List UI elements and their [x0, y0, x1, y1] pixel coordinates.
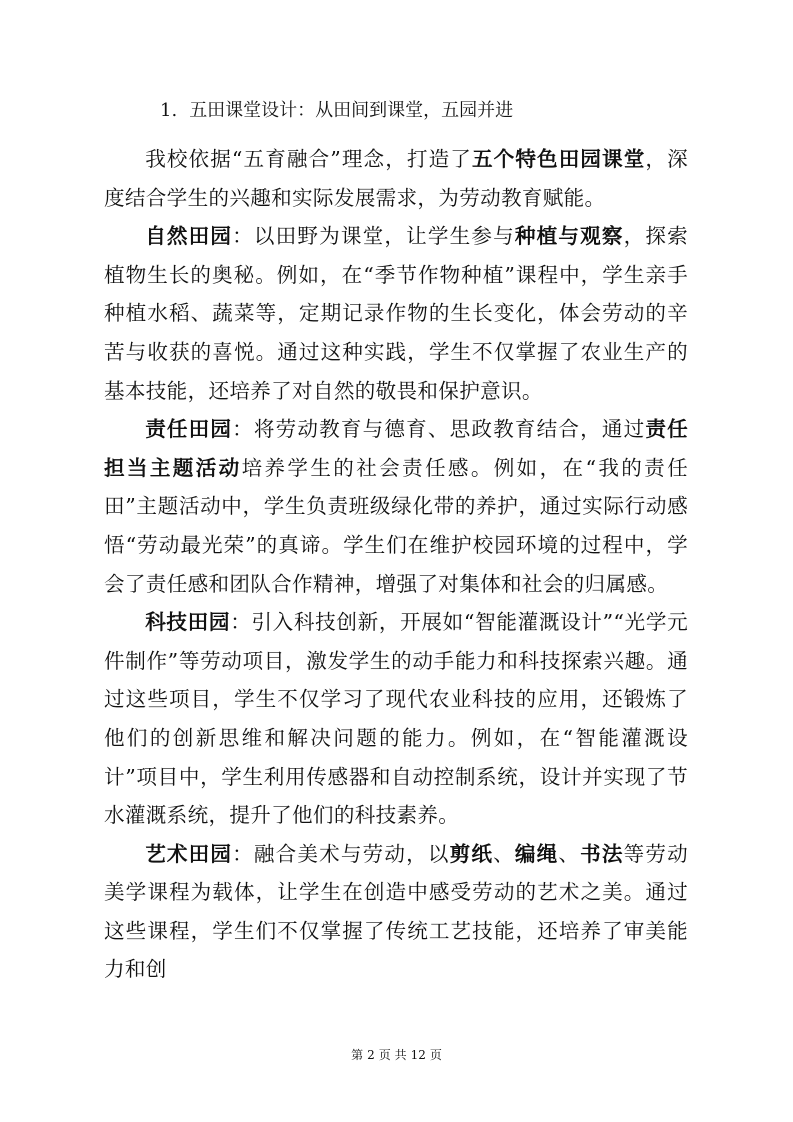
- intro-paragraph: [104, 140, 688, 217]
- art-bold-2: 编绳: [514, 841, 559, 866]
- nature-text-2: ，探索植物生长的奥秘。例如，在“季节作物种植”课程中，学生亲手种植水稻、蔬菜等，定期记录作物的生长变化，体会劳动的辛苦与收获的喜悦。通过这种实践，学生不仅掌握了农业生产的基本技能，还培养了对自然的敬畏和保护意识。: [104, 224, 688, 403]
- technology-text-1: ：引入科技创新，开展如“智能灌溉设计”“光学元件制作”等劳动项目，激发学生的动手能力和科技探索兴趣。通过这些项目，学生不仅学习了现代农业科技的应用，还锻炼了他们的创新思维和解决问题的能力。例如，在“智能灌溉设计”项目中，学生利用传感器和自动控制系统，设计并实现了节水灌溉系统，提升了他们的科技素养。: [104, 610, 688, 828]
- heading-number: 1.: [160, 100, 178, 121]
- nature-paragraph: [104, 217, 688, 410]
- heading-text: 五田课堂设计：从田间到课堂，五园并进: [189, 100, 514, 121]
- art-bold-1: 剪纸: [449, 841, 494, 866]
- responsibility-text-1: ：将劳动教育与德育、思政教育结合，通过: [232, 417, 646, 442]
- responsibility-text-2: 培养学生的社会责任感。例如，在“我的责任田”主题活动中，学生负责班级绿化带的养护，通过实际行动感悟“劳动最光荣”的真谛。学生们在维护校园环境的过程中，学会了责任感和团队合作精神，增强了对集体和社会的归属感。: [104, 455, 688, 596]
- footer-middle: 页 共: [378, 1048, 407, 1062]
- section-heading: [104, 98, 688, 124]
- responsibility-paragraph: [104, 410, 688, 603]
- art-sep-2: 、: [558, 841, 581, 866]
- art-paragraph: [104, 835, 688, 989]
- art-text-2: 等劳动美学课程为载体，让学生在创造中感受劳动的艺术之美。通过这些课程，学生们不仅掌握了传统工艺技能，还培养了审美能力和创: [104, 841, 689, 982]
- footer-suffix: 页: [429, 1048, 442, 1062]
- footer-total-pages: 12: [410, 1048, 426, 1062]
- footer-prefix: 第: [351, 1048, 364, 1062]
- intro-text-2: ，深度结合学生的兴趣和实际发展需求，为劳动教育赋能。: [104, 147, 688, 210]
- art-sep-1: 、: [493, 841, 515, 866]
- responsibility-title: 责任田园: [145, 417, 233, 442]
- technology-title: 科技田园: [145, 610, 231, 635]
- art-text-1: ：融合美术与劳动，以: [232, 841, 450, 866]
- nature-bold-1: 种植与观察: [514, 224, 624, 249]
- intro-bold-1: 五个特色田园课堂: [471, 147, 646, 171]
- art-bold-3: 书法: [580, 841, 624, 866]
- nature-title: 自然田园: [145, 224, 233, 249]
- responsibility-bold-1: 责任担当主题活动: [104, 417, 688, 480]
- page-footer: [0, 1047, 793, 1063]
- nature-text-1: ：以田野为课堂，让学生参与: [232, 224, 515, 249]
- document-body: [104, 98, 688, 989]
- footer-page-number: 2: [367, 1048, 375, 1062]
- technology-paragraph: [104, 603, 688, 835]
- intro-text-1: 我校依据“五育融合”理念，打造了: [145, 147, 472, 171]
- art-title: 艺术田园: [145, 841, 233, 866]
